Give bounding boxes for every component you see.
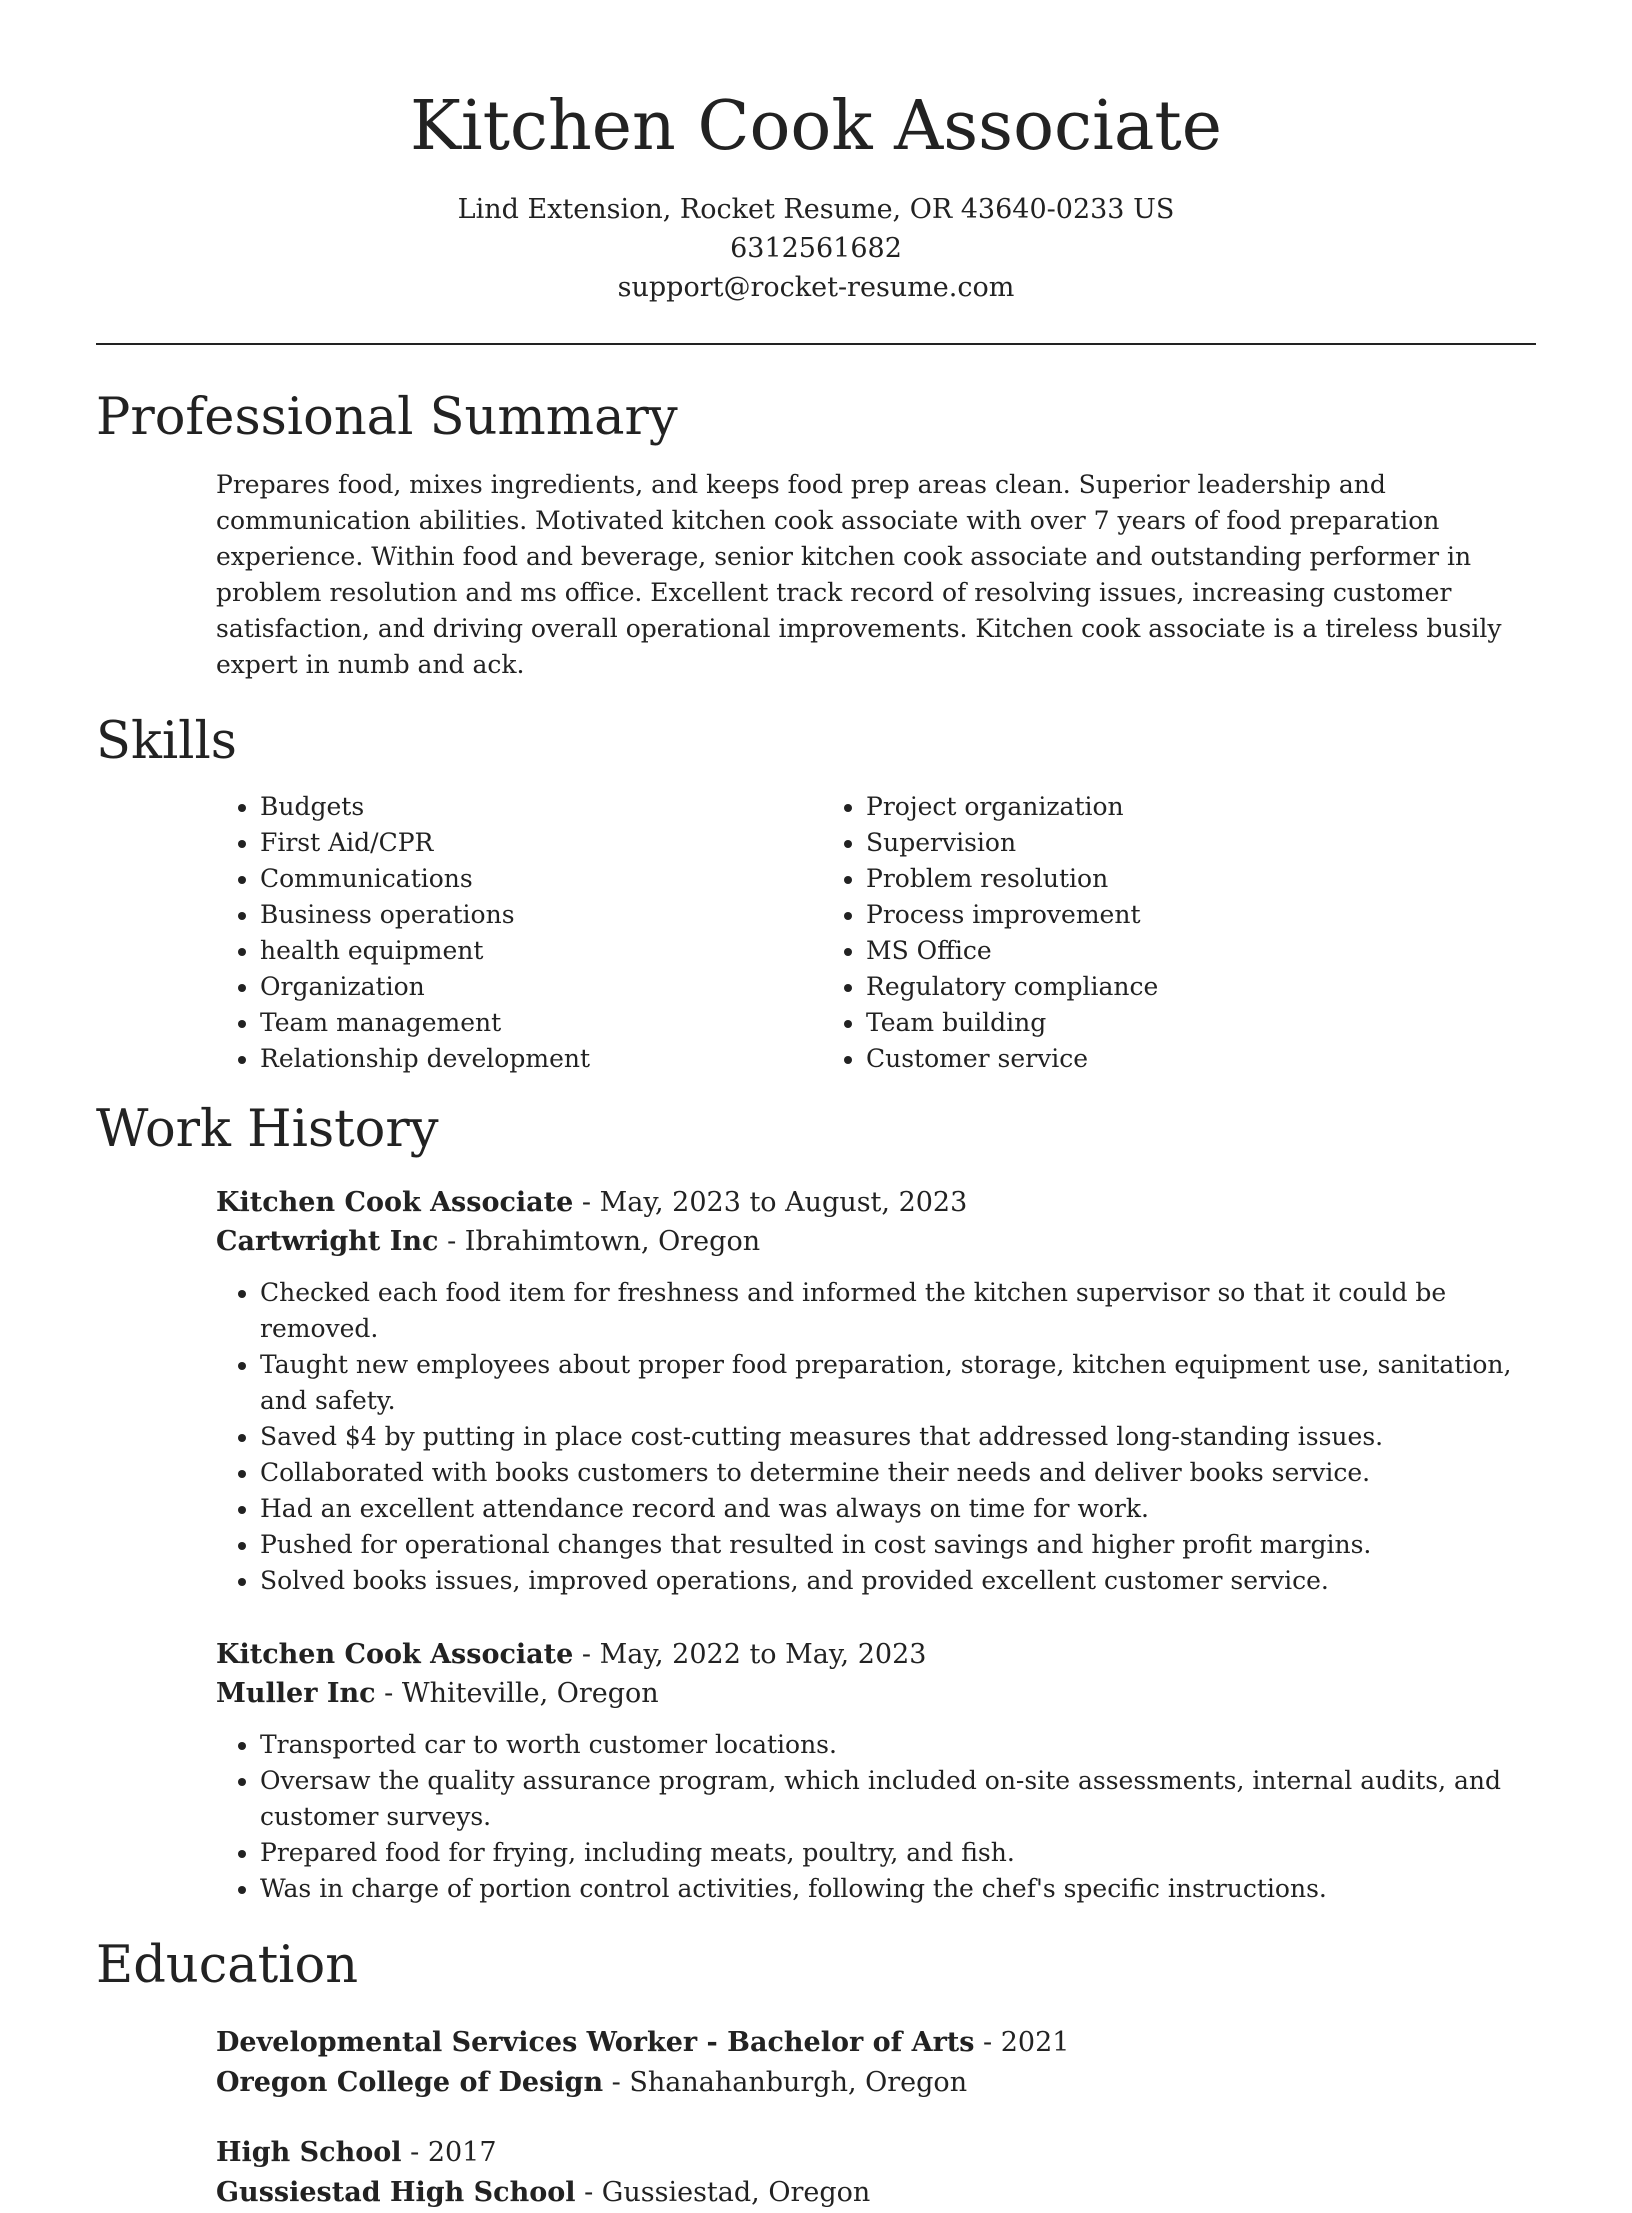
education-school: Oregon College of Design [216,2067,604,2098]
summary-heading: Professional Summary [96,388,678,447]
job-bullet: • Pushed for operational changes that resulted in cost savings and higher profit margins. [260,1527,1536,1563]
skills-list [216,789,1536,1077]
job-role: Kitchen Cook Associate [216,1639,574,1670]
header-divider [96,343,1536,345]
education-degree-line [216,2133,1536,2173]
education-school: Gussiestad High School [216,2177,576,2208]
job-company: Cartwright Inc [216,1226,439,1257]
job-bullet: • Collaborated with books customers to determine their needs and deliver books service. [260,1455,1536,1491]
resume-name: Kitchen Cook Associate [410,87,1222,166]
education-school-line [216,2063,1536,2103]
skill-item: • Project organization [866,789,1428,825]
skill-item: • Organization [260,969,822,1005]
skill-item: • health equipment [260,933,822,969]
education-entry [216,2023,1536,2103]
skill-item: • Budgets [260,789,822,825]
education-degree-line [216,2023,1536,2063]
skill-item: • First Aid/CPR [260,825,822,861]
job-location: - Whiteville, Oregon [375,1678,659,1709]
job-bullet: • Taught new employees about proper food preparation, storage, kitchen equipment use, sanitation, and safety. [260,1347,1536,1419]
job-bullet: • Had an excellent attendance record and was always on time for work. [260,1491,1536,1527]
job-dates: - May, 2023 to August, 2023 [573,1187,968,1218]
resume-page [96,0,1536,2213]
education-entry [216,2133,1536,2213]
skill-item: • Relationship development [260,1041,822,1077]
job-bullet: • Was in charge of portion control activities, following the chef's specific instructions. [260,1871,1536,1907]
job-entry [216,1635,1536,1907]
job-bullet: • Transported car to worth customer locations. [260,1727,1536,1763]
job-title-line [216,1183,1536,1222]
job-title-line [216,1635,1536,1674]
job-dates: - May, 2022 to May, 2023 [573,1639,927,1670]
education-year: - 2017 [401,2137,497,2168]
skill-item: • Communications [260,861,822,897]
job-company-line [216,1222,1536,1261]
job-company-line [216,1674,1536,1713]
education-year: - 2021 [974,2027,1070,2058]
job-role: Kitchen Cook Associate [216,1187,574,1218]
summary-text: Prepares food, mixes ingredients, and keeps food prep areas clean. Superior leadership and communication abilities. Motivated kitchen cook associate with over 7 years of food preparation experience. Within food and beverage, senior kitchen cook associate and outstanding performer in problem resolution and ms office. Excellent track record of resolving issues, increasing customer satisfaction, and driving overall operational improvements. Kitchen cook associate is a tireless busily expert in numb and ack. [216,470,1502,679]
skills-column-left [216,789,822,1077]
work-history-heading: Work History [96,1100,439,1159]
education-location: - Gussiestad, Oregon [575,2177,871,2208]
job-bullet: • Checked each food item for freshness and informed the kitchen supervisor so that it could be removed. [260,1275,1536,1347]
job-bullet: • Prepared food for frying, including meats, poultry, and fish. [260,1835,1536,1871]
skill-item: • Regulatory compliance [866,969,1428,1005]
contact-email: support@rocket-resume.com [617,272,1015,303]
contact-phone: 6312561682 [730,233,902,264]
skill-item: • Team building [866,1005,1428,1041]
skill-item: • MS Office [866,933,1428,969]
education-location: - Shanahanburgh, Oregon [603,2067,968,2098]
education-degree: Developmental Services Worker - Bachelor of Arts [216,2027,975,2058]
job-bullets [216,1727,1536,1907]
job-company: Muller Inc [216,1678,376,1709]
job-bullets [216,1275,1536,1599]
skill-item: • Customer service [866,1041,1428,1077]
job-bullet: • Solved books issues, improved operations, and provided excellent customer service. [260,1563,1536,1599]
contact-block [96,190,1536,307]
skills-heading: Skills [96,712,237,771]
job-location: - Ibrahimtown, Oregon [438,1226,761,1257]
job-entry [216,1183,1536,1599]
skill-item: • Team management [260,1005,822,1041]
education-degree: High School [216,2137,402,2168]
education-school-line [216,2173,1536,2213]
skills-column-right [822,789,1428,1077]
skill-item: • Process improvement [866,897,1428,933]
job-bullet: • Oversaw the quality assurance program, which included on-site assessments, internal audits, and customer surveys. [260,1763,1536,1835]
education-heading: Education [96,1936,359,1995]
skill-item: • Supervision [866,825,1428,861]
skill-item: • Business operations [260,897,822,933]
contact-address: Lind Extension, Rocket Resume, OR 43640-0233 US [457,194,1175,225]
skill-item: • Problem resolution [866,861,1428,897]
job-bullet: • Saved $4 by putting in place cost-cutting measures that addressed long-standing issues. [260,1419,1536,1455]
